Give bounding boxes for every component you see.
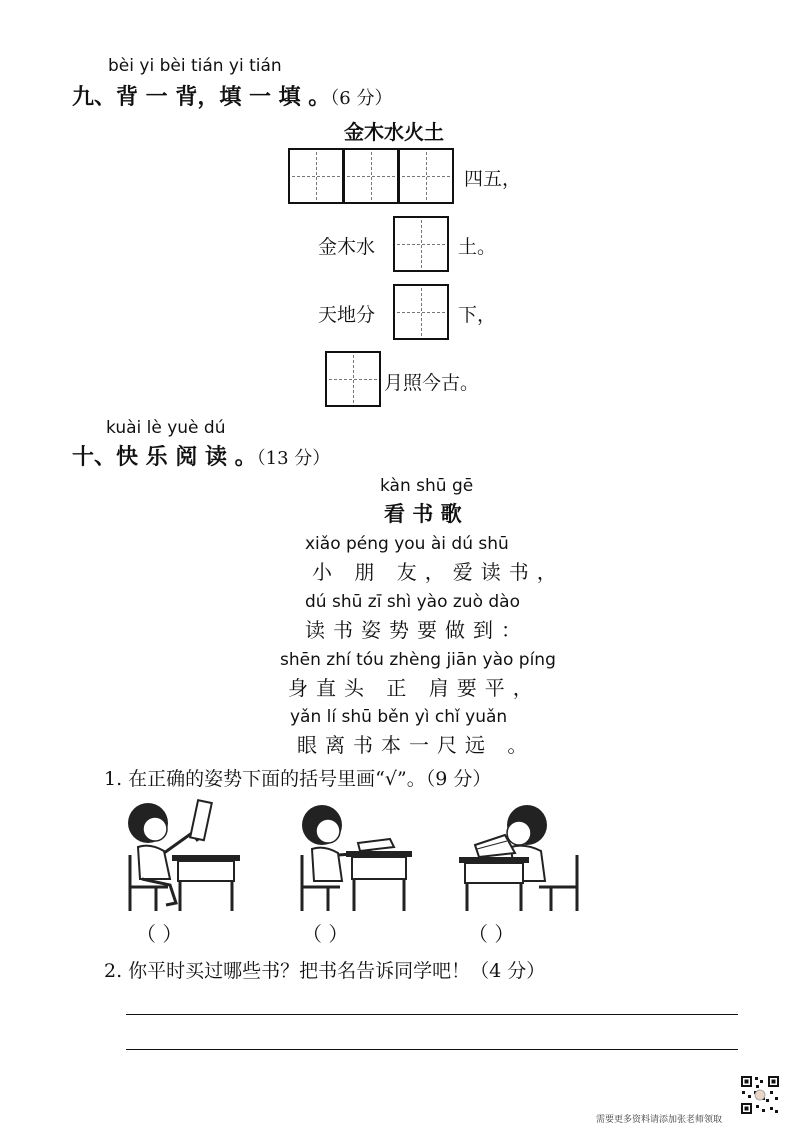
section9-pinyin: bèi yi bèi tián yi tián bbox=[108, 56, 282, 76]
poem-line3-text: 身直头 正 肩要平， bbox=[288, 676, 541, 700]
question-2: 2. 你平时买过哪些书？把书名告诉同学吧！（4 分） bbox=[104, 960, 546, 982]
answer-line-2[interactable] bbox=[126, 1049, 738, 1050]
poem-title-pinyin: kàn shū gē bbox=[380, 476, 474, 496]
line2-start: 金木水 bbox=[318, 236, 376, 258]
section9-score: （6 分） bbox=[330, 88, 393, 109]
answer-line-1[interactable] bbox=[126, 1014, 738, 1015]
line3-end: 下， bbox=[458, 304, 497, 326]
poem-line4-text: 眼离书本一尺远 。 bbox=[297, 733, 536, 757]
posture-picture-2 bbox=[290, 795, 420, 915]
poem-line1-pinyin: xiǎo péng you ài dú shū bbox=[305, 534, 509, 554]
line2-end: 土。 bbox=[458, 236, 497, 258]
answer-paren-3[interactable]: （ ） bbox=[468, 922, 515, 946]
poem-line2-pinyin: dú shū zī shì yào zuò dào bbox=[305, 592, 520, 612]
writing-box-6[interactable] bbox=[325, 351, 381, 407]
section10-pinyin: kuài lè yuè dú bbox=[106, 418, 226, 438]
section10-title: 十、快 乐 阅 读 。 bbox=[72, 445, 257, 470]
writing-box-3[interactable] bbox=[398, 148, 454, 204]
section9-heading bbox=[72, 80, 392, 111]
poem-line1-text: 小 朋 友，爱读书， bbox=[312, 560, 565, 584]
posture-picture-1 bbox=[120, 795, 250, 915]
poem-line3-pinyin: shēn zhí tóu zhèng jiān yào píng bbox=[280, 650, 556, 670]
question-1: 1. 在正确的姿势下面的括号里画“√”。（9 分） bbox=[104, 768, 492, 790]
section10-heading bbox=[72, 440, 330, 471]
writing-box-5[interactable] bbox=[393, 284, 449, 340]
line3-start: 天地分 bbox=[318, 304, 376, 326]
poem-line2-text: 读书姿势要做到： bbox=[305, 618, 529, 642]
writing-box-4[interactable] bbox=[393, 216, 449, 272]
writing-box-1[interactable] bbox=[288, 148, 344, 204]
answer-paren-1[interactable]: （ ） bbox=[136, 922, 183, 946]
keywords: 金木水火土 bbox=[344, 120, 444, 144]
line4-end: 月照今古。 bbox=[384, 372, 480, 394]
section10-score: （13 分） bbox=[256, 448, 331, 469]
writing-box-2[interactable] bbox=[343, 148, 399, 204]
qr-code-icon bbox=[740, 1075, 780, 1115]
poem-line4-pinyin: yǎn lí shū běn yì chǐ yuǎn bbox=[290, 707, 508, 727]
posture-picture-3 bbox=[455, 795, 585, 915]
line1-end: 四五， bbox=[464, 168, 522, 190]
poem-title: 看 书 歌 bbox=[384, 502, 462, 526]
footer-text: 需要更多资料请添加张老师领取 bbox=[596, 1115, 723, 1125]
answer-paren-2[interactable]: （ ） bbox=[302, 922, 349, 946]
section9-title: 九、背 一 背，填 一 填 。 bbox=[72, 85, 331, 110]
